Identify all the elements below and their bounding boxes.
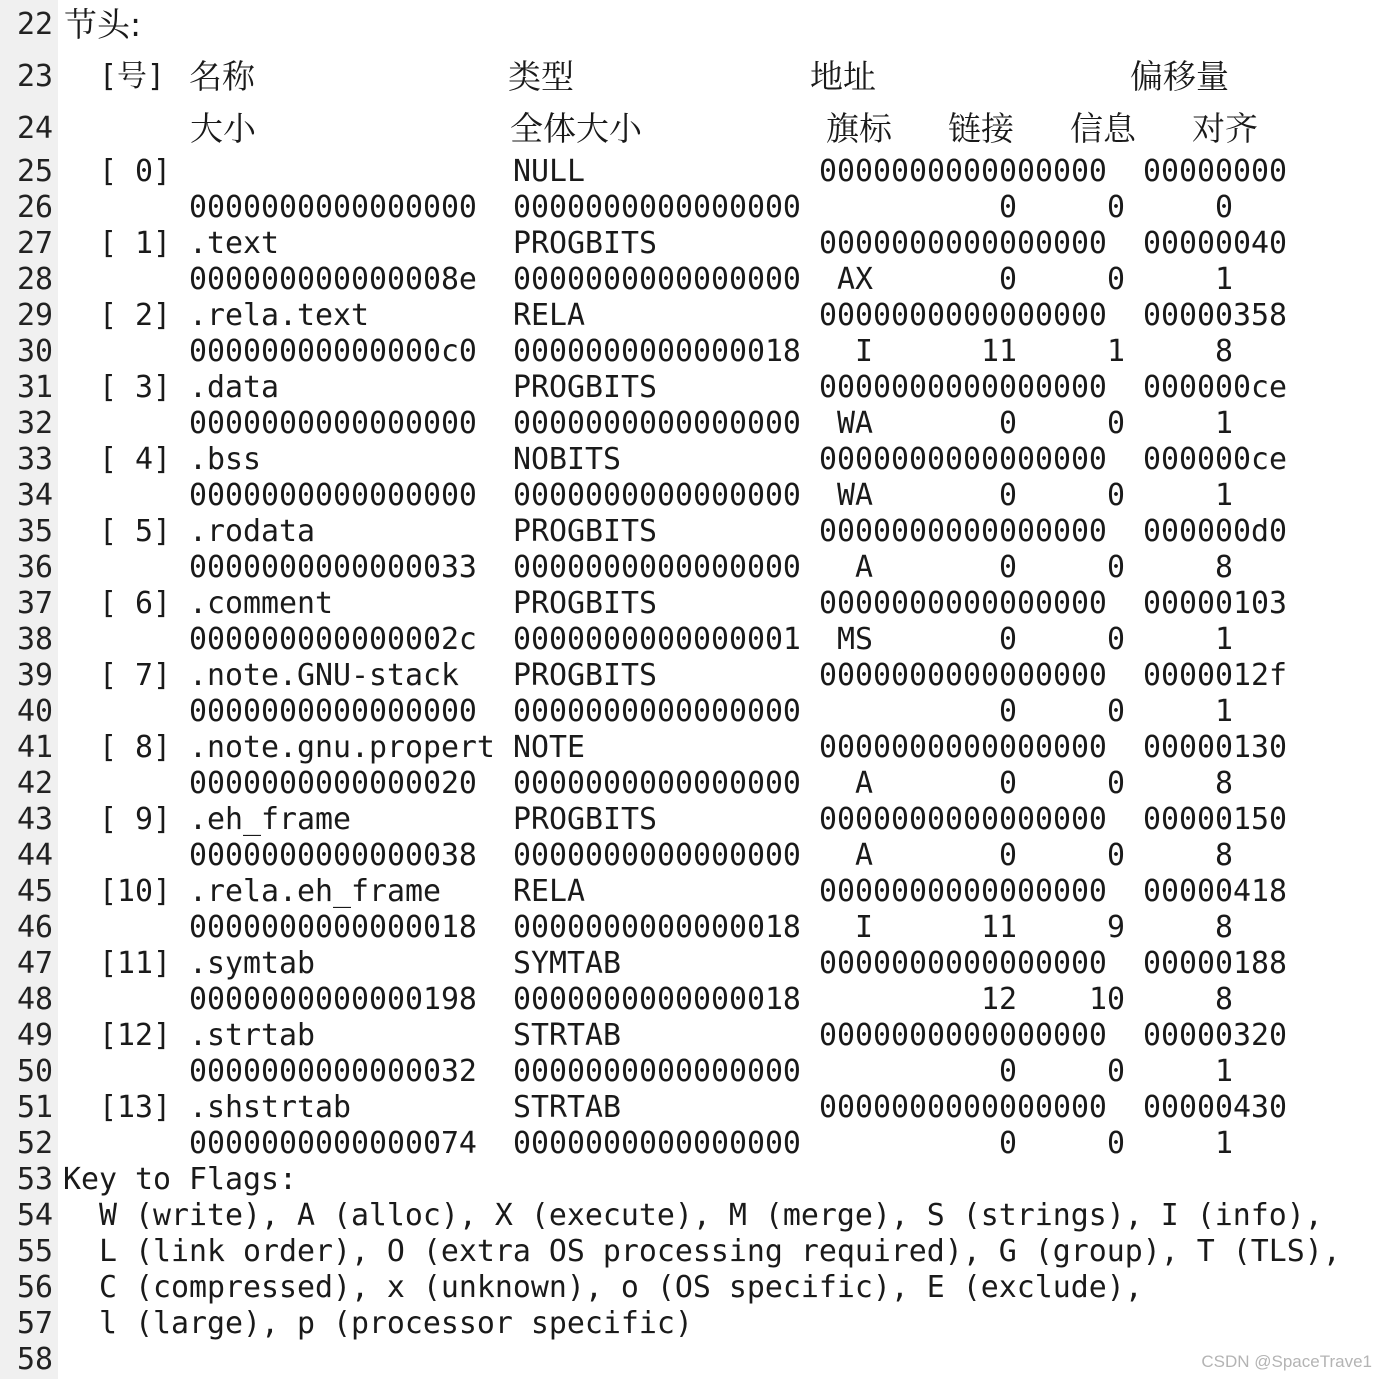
section-address: 0000000000000000	[819, 442, 1107, 477]
line-number: 53	[17, 1162, 53, 1197]
line-number: 27	[17, 226, 53, 261]
section-header-line[interactable]	[0, 154, 1387, 190]
section-detail-line[interactable]	[0, 406, 1387, 442]
section-info: 9	[1107, 910, 1125, 945]
column-header-name: 名称	[189, 57, 255, 96]
section-detail-line[interactable]	[0, 550, 1387, 586]
section-info: 0	[1107, 262, 1125, 297]
section-type: NULL	[513, 154, 585, 189]
column-header-address: 地址	[810, 57, 876, 96]
section-header-line[interactable]	[0, 514, 1387, 550]
section-link: 0	[999, 622, 1017, 657]
line-number: 29	[17, 298, 53, 333]
editor-line[interactable]	[0, 1234, 1387, 1270]
section-entsize: 0000000000000000	[513, 1054, 801, 1089]
section-align: 1	[1215, 694, 1233, 729]
section-size: 0000000000000000	[189, 406, 477, 441]
section-type: RELA	[513, 298, 585, 333]
section-entsize: 0000000000000018	[513, 334, 801, 369]
section-size: 000000000000002c	[189, 622, 477, 657]
section-link: 0	[999, 838, 1017, 873]
section-entsize: 0000000000000000	[513, 406, 801, 441]
section-number: [11]	[99, 946, 171, 981]
section-info: 0	[1107, 622, 1125, 657]
line-number: 34	[17, 478, 53, 513]
section-size: 00000000000000c0	[189, 334, 477, 369]
column-header-nr: [号]	[99, 59, 165, 94]
line-number: 52	[17, 1126, 53, 1161]
section-number: [ 4]	[99, 442, 171, 477]
line-number: 38	[17, 622, 53, 657]
section-offset: 00000418	[1143, 874, 1287, 909]
section-header-line[interactable]	[0, 1018, 1387, 1054]
section-address: 0000000000000000	[819, 730, 1107, 765]
section-align: 8	[1215, 910, 1233, 945]
line-number: 31	[17, 370, 53, 405]
section-info: 0	[1107, 1054, 1125, 1089]
section-size: 0000000000000018	[189, 910, 477, 945]
section-info: 0	[1107, 478, 1125, 513]
section-address: 0000000000000000	[819, 658, 1107, 693]
editor-line[interactable]	[0, 1342, 1387, 1378]
line-number: 49	[17, 1018, 53, 1053]
section-align: 8	[1215, 550, 1233, 585]
line-number: 45	[17, 874, 53, 909]
section-entsize: 0000000000000000	[513, 838, 801, 873]
section-detail-line[interactable]	[0, 982, 1387, 1018]
section-size: 0000000000000000	[189, 478, 477, 513]
section-info: 0	[1107, 550, 1125, 585]
section-type: NOTE	[513, 730, 585, 765]
section-size: 0000000000000198	[189, 982, 477, 1017]
section-link: 0	[999, 550, 1017, 585]
section-size: 0000000000000038	[189, 838, 477, 873]
section-flags: A	[855, 766, 873, 801]
section-name: .rela.eh_frame	[189, 874, 441, 909]
section-link: 0	[999, 694, 1017, 729]
line-number: 22	[17, 7, 53, 42]
section-align: 8	[1215, 334, 1233, 369]
line-number: 32	[17, 406, 53, 441]
section-align: 1	[1215, 262, 1233, 297]
section-entsize: 0000000000000000	[513, 262, 801, 297]
section-info: 0	[1107, 1126, 1125, 1161]
section-detail-line[interactable]	[0, 1126, 1387, 1162]
section-flags: I	[855, 334, 873, 369]
section-number: [ 9]	[99, 802, 171, 837]
editor-line[interactable]	[0, 1198, 1387, 1234]
section-entsize: 0000000000000001	[513, 622, 801, 657]
section-header-line[interactable]	[0, 730, 1387, 766]
section-name: .bss	[189, 442, 261, 477]
section-number: [ 3]	[99, 370, 171, 405]
section-align: 1	[1215, 1126, 1233, 1161]
section-header-line[interactable]	[0, 226, 1387, 262]
section-info: 1	[1107, 334, 1125, 369]
section-type: STRTAB	[513, 1090, 621, 1125]
section-detail-line[interactable]	[0, 262, 1387, 298]
section-header-line[interactable]	[0, 658, 1387, 694]
line-number: 40	[17, 694, 53, 729]
section-link: 0	[999, 766, 1017, 801]
section-name: .symtab	[189, 946, 315, 981]
section-info: 0	[1107, 838, 1125, 873]
section-link: 0	[999, 262, 1017, 297]
column-header-type: 类型	[508, 57, 574, 96]
line-number: 46	[17, 910, 53, 945]
section-flags: A	[855, 838, 873, 873]
section-offset: 00000130	[1143, 730, 1287, 765]
section-number: [ 2]	[99, 298, 171, 333]
section-name: .shstrtab	[189, 1090, 351, 1125]
column-header-info: 信息	[1070, 109, 1136, 148]
section-align: 8	[1215, 982, 1233, 1017]
column-header-link: 链接	[948, 109, 1014, 148]
line-number: 36	[17, 550, 53, 585]
section-size: 0000000000000000	[189, 694, 477, 729]
section-type: STRTAB	[513, 1018, 621, 1053]
section-address: 0000000000000000	[819, 946, 1107, 981]
flags-key-line: L (link order), O (extra OS processing required), G (group), T (TLS),	[99, 1234, 1341, 1269]
section-entsize: 0000000000000000	[513, 478, 801, 513]
section-number: [10]	[99, 874, 171, 909]
section-detail-line[interactable]	[0, 334, 1387, 370]
section-address: 0000000000000000	[819, 514, 1107, 549]
section-header-line[interactable]	[0, 802, 1387, 838]
section-flags: WA	[837, 478, 873, 513]
section-flags: AX	[837, 262, 873, 297]
section-offset: 000000ce	[1143, 370, 1287, 405]
section-headers-heading: 节头:	[64, 5, 142, 44]
section-header-line[interactable]	[0, 874, 1387, 910]
section-type: PROGBITS	[513, 586, 657, 621]
section-address: 0000000000000000	[819, 802, 1107, 837]
section-number: [ 6]	[99, 586, 171, 621]
section-header-line[interactable]	[0, 370, 1387, 406]
section-align: 8	[1215, 838, 1233, 873]
section-offset: 0000012f	[1143, 658, 1287, 693]
line-number: 26	[17, 190, 53, 225]
section-header-line[interactable]	[0, 442, 1387, 478]
section-size: 0000000000000074	[189, 1126, 477, 1161]
section-info: 0	[1107, 766, 1125, 801]
section-link: 0	[999, 1126, 1017, 1161]
flags-key-title: Key to Flags:	[63, 1162, 297, 1197]
section-number: [ 7]	[99, 658, 171, 693]
section-number: [ 8]	[99, 730, 171, 765]
line-number: 42	[17, 766, 53, 801]
editor-line[interactable]	[0, 1162, 1387, 1198]
section-name: .data	[189, 370, 279, 405]
line-number: 23	[17, 59, 53, 94]
section-number: [13]	[99, 1090, 171, 1125]
flags-key-line: C (compressed), x (unknown), o (OS specific), E (exclude),	[99, 1270, 1143, 1305]
line-number: 37	[17, 586, 53, 621]
section-name: .eh_frame	[189, 802, 351, 837]
line-number: 58	[17, 1342, 53, 1377]
section-entsize: 0000000000000000	[513, 766, 801, 801]
section-detail-line[interactable]	[0, 190, 1387, 226]
column-header-entsize: 全体大小	[510, 109, 642, 148]
line-number: 35	[17, 514, 53, 549]
section-type: SYMTAB	[513, 946, 621, 981]
section-entsize: 0000000000000000	[513, 190, 801, 225]
section-link: 0	[999, 1054, 1017, 1089]
line-number: 28	[17, 262, 53, 297]
section-info: 0	[1107, 694, 1125, 729]
section-name: .note.GNU-stack	[189, 658, 459, 693]
section-detail-line[interactable]	[0, 1054, 1387, 1090]
column-header-size: 大小	[190, 109, 256, 148]
section-link: 12	[981, 982, 1017, 1017]
section-number: [ 1]	[99, 226, 171, 261]
section-address: 0000000000000000	[819, 370, 1107, 405]
section-type: RELA	[513, 874, 585, 909]
column-header-flags: 旗标	[826, 109, 892, 148]
section-address: 0000000000000000	[819, 298, 1107, 333]
section-address: 0000000000000000	[819, 1090, 1107, 1125]
section-detail-line[interactable]	[0, 766, 1387, 802]
section-align: 0	[1215, 190, 1233, 225]
section-align: 1	[1215, 478, 1233, 513]
section-name: .rela.text	[189, 298, 369, 333]
column-header-line-1[interactable]	[0, 51, 1387, 103]
editor-line[interactable]	[0, 0, 1387, 50]
line-number: 39	[17, 658, 53, 693]
section-address: 0000000000000000	[819, 226, 1107, 261]
section-size: 0000000000000032	[189, 1054, 477, 1089]
column-header-offset: 偏移量	[1130, 57, 1229, 96]
section-link: 11	[981, 334, 1017, 369]
editor-line[interactable]	[0, 1306, 1387, 1342]
section-number: [ 0]	[99, 154, 171, 189]
section-offset: 00000150	[1143, 802, 1287, 837]
line-number: 54	[17, 1198, 53, 1233]
line-number: 33	[17, 442, 53, 477]
section-name: .strtab	[189, 1018, 315, 1053]
section-type: PROGBITS	[513, 514, 657, 549]
section-name: .note.gnu.propert	[189, 730, 495, 765]
section-info: 10	[1089, 982, 1125, 1017]
section-type: PROGBITS	[513, 658, 657, 693]
section-entsize: 0000000000000000	[513, 550, 801, 585]
section-header-line[interactable]	[0, 298, 1387, 334]
section-info: 0	[1107, 190, 1125, 225]
section-name: .rodata	[189, 514, 315, 549]
line-number: 41	[17, 730, 53, 765]
flags-key-line: l (large), p (processor specific)	[99, 1306, 693, 1341]
section-size: 000000000000008e	[189, 262, 477, 297]
line-number: 47	[17, 946, 53, 981]
watermark: CSDN @SpaceTrave1	[1201, 1352, 1372, 1371]
line-number: 55	[17, 1234, 53, 1269]
section-entsize: 0000000000000018	[513, 982, 801, 1017]
line-number: 44	[17, 838, 53, 873]
line-number: 43	[17, 802, 53, 837]
section-address: 0000000000000000	[819, 586, 1107, 621]
section-flags: I	[855, 910, 873, 945]
section-align: 8	[1215, 766, 1233, 801]
line-number: 50	[17, 1054, 53, 1089]
section-offset: 00000320	[1143, 1018, 1287, 1053]
section-detail-line[interactable]	[0, 838, 1387, 874]
editor-line[interactable]	[0, 1270, 1387, 1306]
section-offset: 000000ce	[1143, 442, 1287, 477]
section-entsize: 0000000000000000	[513, 694, 801, 729]
section-link: 0	[999, 478, 1017, 513]
section-number: [12]	[99, 1018, 171, 1053]
section-flags: A	[855, 550, 873, 585]
section-link: 0	[999, 190, 1017, 225]
line-number: 48	[17, 982, 53, 1017]
section-type: PROGBITS	[513, 802, 657, 837]
section-address: 0000000000000000	[819, 154, 1107, 189]
section-name: .comment	[189, 586, 333, 621]
section-offset: 00000040	[1143, 226, 1287, 261]
section-offset: 000000d0	[1143, 514, 1287, 549]
section-offset: 00000000	[1143, 154, 1287, 189]
line-number: 24	[17, 111, 53, 146]
section-name: .text	[189, 226, 279, 261]
section-offset: 00000188	[1143, 946, 1287, 981]
flags-key-line: W (write), A (alloc), X (execute), M (merge), S (strings), I (info),	[99, 1198, 1323, 1233]
section-type: NOBITS	[513, 442, 621, 477]
section-address: 0000000000000000	[819, 1018, 1107, 1053]
section-flags: WA	[837, 406, 873, 441]
section-size: 0000000000000020	[189, 766, 477, 801]
line-number: 57	[17, 1306, 53, 1341]
section-number: [ 5]	[99, 514, 171, 549]
section-detail-line[interactable]	[0, 478, 1387, 514]
section-offset: 00000358	[1143, 298, 1287, 333]
section-detail-line[interactable]	[0, 694, 1387, 730]
section-align: 1	[1215, 622, 1233, 657]
section-link: 0	[999, 406, 1017, 441]
column-header-line-2[interactable]	[0, 104, 1387, 154]
section-offset: 00000430	[1143, 1090, 1287, 1125]
section-entsize: 0000000000000018	[513, 910, 801, 945]
section-link: 11	[981, 910, 1017, 945]
section-detail-line[interactable]	[0, 910, 1387, 946]
section-flags: MS	[837, 622, 873, 657]
line-number: 25	[17, 154, 53, 189]
section-info: 0	[1107, 406, 1125, 441]
section-header-line[interactable]	[0, 1090, 1387, 1126]
section-align: 1	[1215, 406, 1233, 441]
column-header-align: 对齐	[1192, 109, 1258, 148]
section-type: PROGBITS	[513, 226, 657, 261]
line-number: 51	[17, 1090, 53, 1125]
line-number: 30	[17, 334, 53, 369]
section-align: 1	[1215, 1054, 1233, 1089]
section-size: 0000000000000033	[189, 550, 477, 585]
section-size: 0000000000000000	[189, 190, 477, 225]
section-header-line[interactable]	[0, 586, 1387, 622]
section-header-line[interactable]	[0, 946, 1387, 982]
section-offset: 00000103	[1143, 586, 1287, 621]
section-entsize: 0000000000000000	[513, 1126, 801, 1161]
section-address: 0000000000000000	[819, 874, 1107, 909]
line-number: 56	[17, 1270, 53, 1305]
section-type: PROGBITS	[513, 370, 657, 405]
section-detail-line[interactable]	[0, 622, 1387, 658]
